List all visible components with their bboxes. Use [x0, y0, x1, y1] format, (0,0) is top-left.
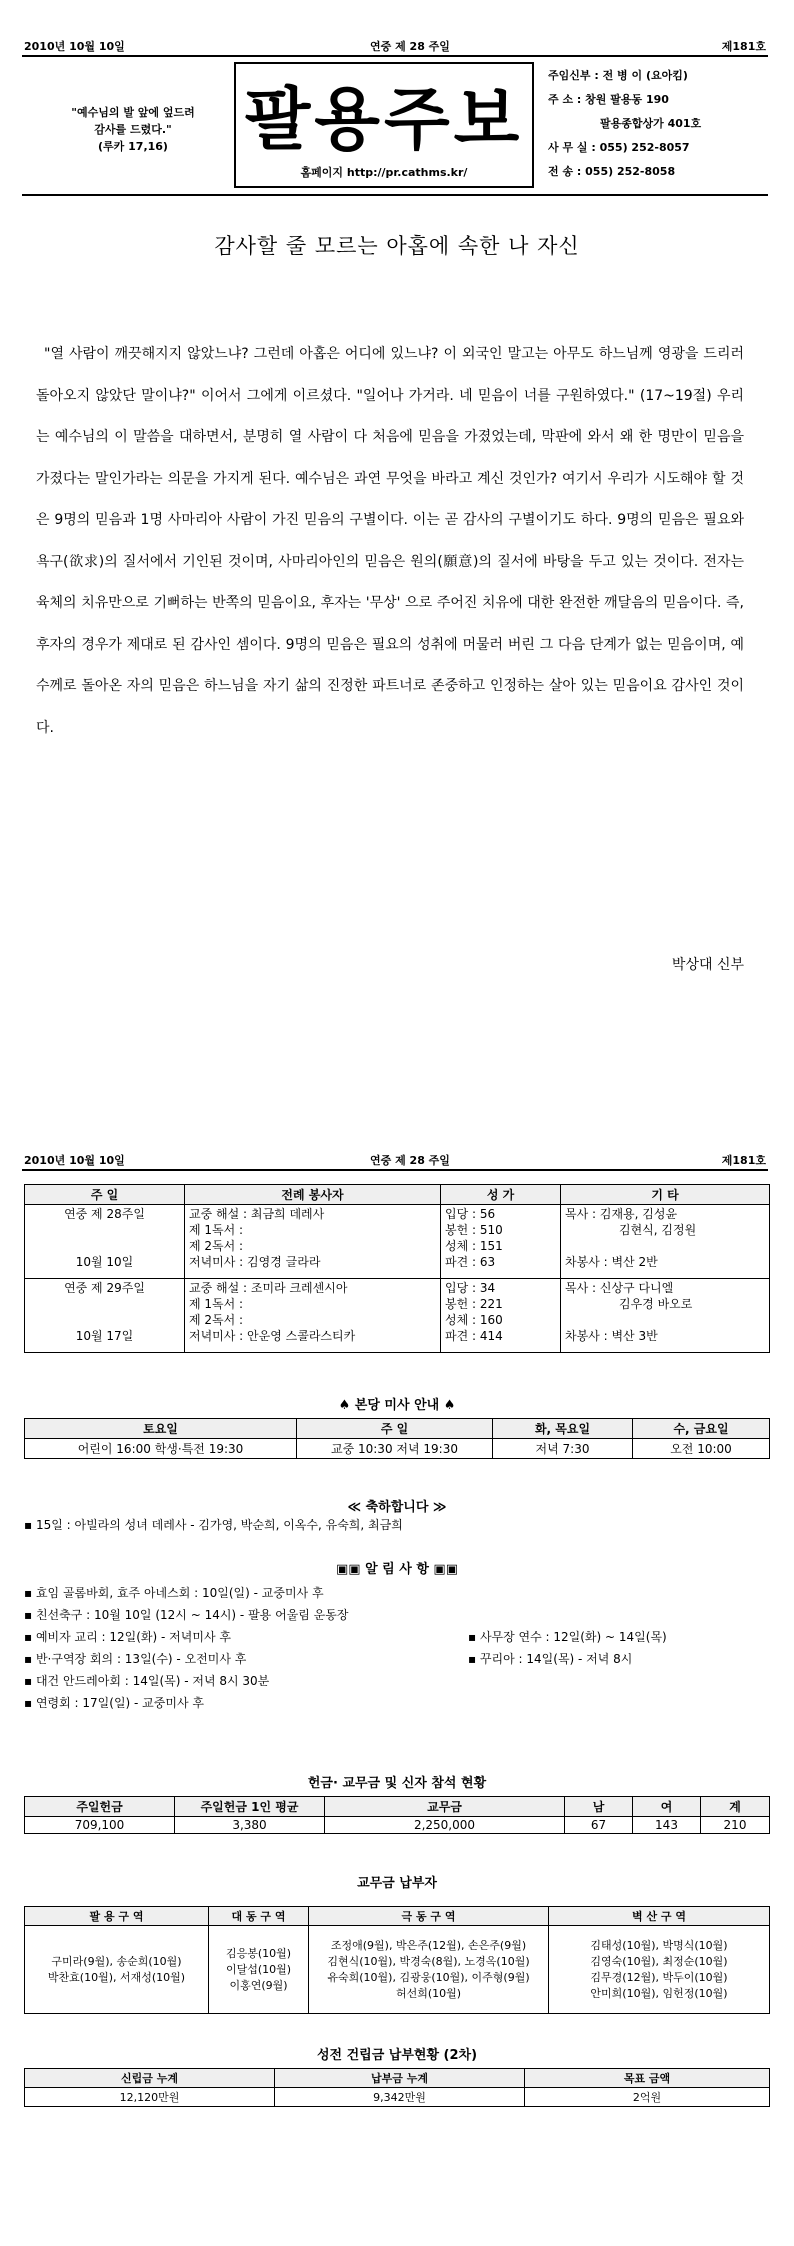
congrats-title: ≪ 축하합니다 ≫: [347, 1500, 447, 1515]
offering-table: [24, 1796, 770, 1834]
sunday-cell: [25, 1205, 185, 1279]
header-issue: 제181호: [721, 1154, 766, 1167]
list-item: ▪ 사무장 연수 : 12일(화) ~ 14일(목): [468, 1630, 667, 1644]
column-header: 여: [633, 1797, 701, 1817]
table-row: [25, 1817, 770, 1834]
building-title: 성전 건립금 납부현황 (2차): [316, 2048, 478, 2063]
info-label: 사 무 실 :: [548, 141, 596, 154]
offering-title: 헌금· 교무금 및 신자 참석 현황: [307, 1776, 487, 1791]
info-value: 창원 팔용동 190: [585, 93, 669, 106]
dues-cell: [25, 1926, 209, 2014]
table-header-row: [25, 1797, 770, 1817]
column-header: 전례 봉사자: [185, 1185, 441, 1205]
table-header-row: [25, 1419, 770, 1439]
column-header: 극 동 구 역: [309, 1907, 549, 1926]
server-line: 제 2독서 :: [189, 1313, 244, 1327]
servers-cell: [185, 1205, 441, 1279]
server-line: 저녁미사 : 안운영 스콜라스티카: [189, 1329, 356, 1343]
list-item: ▪ 15일 : 아빌라의 성녀 데레사 - 김가영, 박순희, 이옥수, 유숙희, 최금희: [24, 1518, 403, 1532]
table-cell: 143: [633, 1817, 701, 1834]
table-cell: 저녁 7:30: [493, 1439, 633, 1459]
etc-cell: [561, 1279, 770, 1353]
dues-cell: [209, 1926, 309, 2014]
masthead-quote: [38, 104, 228, 155]
mass-guide-table: [24, 1418, 770, 1459]
column-header: 화, 목요일: [493, 1419, 633, 1439]
list-item: ▪ 효임 골롬바회, 효주 아네스회 : 10일(일) - 교중미사 후: [24, 1586, 324, 1600]
header-date: 2010년 10월 10일: [24, 1154, 125, 1167]
sunday-date: 10월 10일: [75, 1255, 134, 1269]
dues-line: 김태성(10월), 박명식(10월): [590, 1938, 728, 1952]
hymns-cell: [441, 1279, 561, 1353]
table-cell: 오전 10:00: [633, 1439, 770, 1459]
list-item: ▪ 대건 안드레아회 : 14일(목) - 저녁 8시 30분: [24, 1674, 270, 1688]
dues-line: 김무경(12월), 박두이(10월): [590, 1970, 728, 1984]
info-value: 055) 252-8057: [599, 141, 690, 154]
info-row: [548, 64, 768, 88]
column-header: 주 일: [297, 1419, 493, 1439]
table-cell: 2,250,000: [325, 1817, 565, 1834]
info-label: 주 소 :: [548, 93, 582, 106]
quote-reference: (루카 17,16): [98, 140, 168, 153]
column-header: 남: [565, 1797, 633, 1817]
dues-cell: [549, 1926, 770, 2014]
page-two: [0, 1150, 794, 2246]
hymn-line: 성체 : 160: [445, 1313, 503, 1327]
hymn-line: 파견 : 63: [445, 1255, 496, 1269]
title-box: [234, 62, 534, 188]
hymn-line: 파견 : 414: [445, 1329, 503, 1343]
info-row: [548, 112, 768, 136]
article-title: 감사할 줄 모르는 아홉에 속한 나 자신: [214, 234, 580, 258]
etc-line: 차봉사 : 벽산 2반: [565, 1255, 658, 1269]
column-header: 주 일: [25, 1185, 185, 1205]
table-row: [25, 1439, 770, 1459]
masthead-rule: [22, 194, 768, 196]
header-issue: 제181호: [721, 40, 766, 53]
column-header: 수, 금요일: [633, 1419, 770, 1439]
etc-line: 김우경 바오로: [619, 1297, 693, 1311]
servers-cell: [185, 1279, 441, 1353]
info-label: 전 송 :: [548, 165, 582, 178]
parish-info: [548, 64, 768, 184]
header-date: 2010년 10월 10일: [24, 40, 125, 53]
table-cell: 12,120만원: [25, 2088, 275, 2107]
sunday-cell: [25, 1279, 185, 1353]
list-item: ▪ 반·구역장 회의 : 13일(수) - 오전미사 후: [24, 1652, 247, 1666]
dues-line: 구미라(9월), 송순희(10월): [51, 1954, 182, 1968]
list-item: ▪ 꾸리아 : 14일(목) - 저녁 8시: [468, 1652, 633, 1666]
dues-line: 김현식(10월), 박경숙(8월), 노경옥(10월): [327, 1954, 530, 1968]
column-header: 팔 용 구 역: [25, 1907, 209, 1926]
list-item: ▪ 예비자 교리 : 12일(화) - 저녁미사 후: [24, 1630, 231, 1644]
mass-guide-title: ♠ 본당 미사 안내 ♠: [338, 1398, 456, 1413]
hymns-cell: [441, 1205, 561, 1279]
info-row: [548, 160, 768, 184]
table-header-row: [25, 1185, 770, 1205]
server-line: 제 2독서 :: [189, 1239, 244, 1253]
table-cell: 교중 10:30 저녁 19:30: [297, 1439, 493, 1459]
quote-line: 감사를 드렸다.": [94, 123, 172, 136]
table-row: [25, 1926, 770, 2014]
column-header: 주일헌금 1인 평균: [175, 1797, 325, 1817]
table-cell: 67: [565, 1817, 633, 1834]
dues-line: 김영숙(10월), 최정순(10월): [590, 1954, 728, 1968]
table-header-row: [25, 2069, 770, 2088]
building-table: [24, 2068, 770, 2107]
column-header: 교무금: [325, 1797, 565, 1817]
table-cell: 3,380: [175, 1817, 325, 1834]
hymn-line: 봉헌 : 221: [445, 1297, 503, 1311]
server-line: 교중 해설 : 최금희 데레사: [189, 1207, 325, 1221]
dues-line: 안미희(10월), 임헌정(10월): [590, 1986, 728, 2000]
table-row: [25, 1279, 770, 1353]
liturgy-schedule-table: [24, 1184, 770, 1353]
sunday-date: 10월 17일: [75, 1329, 134, 1343]
quote-line: "예수님의 발 앞에 엎드려: [71, 106, 195, 119]
sunday-name: 연중 제 28주일: [64, 1207, 145, 1221]
info-value: 055) 252-8058: [585, 165, 676, 178]
list-item: ▪ 연령회 : 17일(일) - 교중미사 후: [24, 1696, 204, 1710]
table-header-row: [25, 1907, 770, 1926]
column-header: 대 동 구 역: [209, 1907, 309, 1926]
server-line: 저녁미사 : 김영경 글라라: [189, 1255, 321, 1269]
etc-line: 차봉사 : 벽산 3반: [565, 1329, 658, 1343]
dues-line: 김응봉(10월): [225, 1946, 292, 1960]
etc-line: 김현식, 김정원: [619, 1223, 697, 1237]
notices-list: [24, 1582, 348, 1714]
info-value: 전 병 이 (요아킴): [602, 69, 688, 82]
dues-line: 이달섭(10월): [225, 1962, 292, 1976]
notices-title: ▣▣ 알 림 사 항 ▣▣: [336, 1562, 458, 1577]
header-week: 연중 제 28 주일: [370, 40, 450, 53]
masthead: [22, 58, 768, 190]
column-header: 벽 산 구 역: [549, 1907, 770, 1926]
table-row: [25, 2088, 770, 2107]
info-label: 주임신부 :: [548, 69, 599, 82]
column-header: 계: [701, 1797, 770, 1817]
dues-line: 이홍연(9월): [229, 1978, 288, 1992]
congrats-list: [24, 1514, 403, 1536]
sunday-name: 연중 제 29주일: [64, 1281, 145, 1295]
hymn-line: 입당 : 56: [445, 1207, 496, 1221]
etc-line: 목사 : 김재용, 김성윤: [565, 1207, 678, 1221]
table-cell: 709,100: [25, 1817, 175, 1834]
server-line: 제 1독서 :: [189, 1223, 244, 1237]
dues-line: 허선희(10월): [395, 1986, 462, 2000]
hymn-line: 입당 : 34: [445, 1281, 496, 1295]
homepage-link[interactable]: 홈페이지 http://pr.cathms.kr/: [300, 166, 468, 179]
dues-line: 조정애(9월), 박은주(12월), 손은주(9월): [330, 1938, 527, 1952]
dues-table: [24, 1906, 770, 2014]
table-cell: 어린이 16:00 학생·특전 19:30: [25, 1439, 297, 1459]
dues-line: 박찬효(10월), 서재성(10월): [47, 1970, 186, 1984]
column-header: 기 타: [561, 1185, 770, 1205]
column-header: 주일헌금: [25, 1797, 175, 1817]
list-item: ▪ 친선축구 : 10월 10일 (12시 ~ 14시) - 팔용 어울림 운동장: [24, 1608, 349, 1622]
etc-cell: [561, 1205, 770, 1279]
dues-title: 교무금 납부자: [357, 1876, 437, 1891]
table-cell: 2억원: [525, 2088, 770, 2107]
header-week: 연중 제 28 주일: [370, 1154, 450, 1167]
info-row: [548, 88, 768, 112]
etc-line: 목사 : 신상구 다니엘: [565, 1281, 674, 1295]
dues-cell: [309, 1926, 549, 2014]
hymn-line: 봉헌 : 510: [445, 1223, 503, 1237]
newsletter-title: 팔용주보: [244, 81, 524, 160]
article-body: "열 사람이 깨끗해지지 않았느냐? 그런데 아홉은 어디에 있느냐? 이 외국인 말고는 아무도 하느님께 영광을 드리러 돌아오지 않았단 말이냐?" 이어서 그에게 이르셨다. "일어나 가거라. 네 믿음이 너를 구원하였다." (17~19절) 우리는 예수님의 이 말씀을 대하면서, 분명히 열 사람이 다 처음에 믿음을 가졌었는데, 막판에 와서 왜 한 명만이 믿음을 가졌다는 말인가라는 의문을 가지게 된다. 예수님은 과연 무엇을 바라고 계신 것인가? 여기서 우리가 시도해야 할 것은 9명의 믿음과 1명 사마리아 사람이 가진 믿음의 구별이다. 이는 곧 감사의 구별이기도 하다. 9명의 믿음은 필요와 욕구(欲求)의 질서에서 기인된 것이며, 사마리아인의 믿음은 원의(願意)의 질서에 바탕을 두고 있는 것이다. 전자는 육체의 치유만으로 기뻐하는 반쪽의 믿음이요, 후자는 '무상' 으로 주어진 치유에 대한 완전한 깨달음의 믿음이다. 즉, 후자의 경우가 제대로 된 감사인 셈이다. 9명의 믿음은 필요의 성취에 머물러 버린 그 다음 단계가 없는 믿음이며, 예수께로 돌아온 자의 믿음은 하느님을 자기 삶의 진정한 파트너로 존중하고 인정하는 살아 있는 믿음이요 감사인 것이다.: [36, 346, 744, 736]
table-row: [25, 1205, 770, 1279]
column-header: 신립금 누계: [25, 2069, 275, 2088]
server-line: 교중 해설 : 조미라 크레센시아: [189, 1281, 348, 1295]
article-author: 박상대 신부: [671, 957, 744, 973]
hymn-line: 성체 : 151: [445, 1239, 503, 1253]
info-value: 팔용종합상가 401호: [600, 117, 702, 130]
header-rule: [22, 55, 768, 57]
table-cell: 9,342만원: [275, 2088, 525, 2107]
header-rule: [22, 1169, 768, 1171]
column-header: 성 가: [441, 1185, 561, 1205]
info-row: [548, 136, 768, 160]
column-header: 납부금 누계: [275, 2069, 525, 2088]
dues-line: 유숙희(10월), 김광웅(10월), 이주형(9월): [327, 1970, 530, 1984]
column-header: 토요일: [25, 1419, 297, 1439]
notices-list-right: [468, 1626, 667, 1670]
column-header: 목표 금액: [525, 2069, 770, 2088]
server-line: 제 1독서 :: [189, 1297, 244, 1311]
table-cell: 210: [701, 1817, 770, 1834]
